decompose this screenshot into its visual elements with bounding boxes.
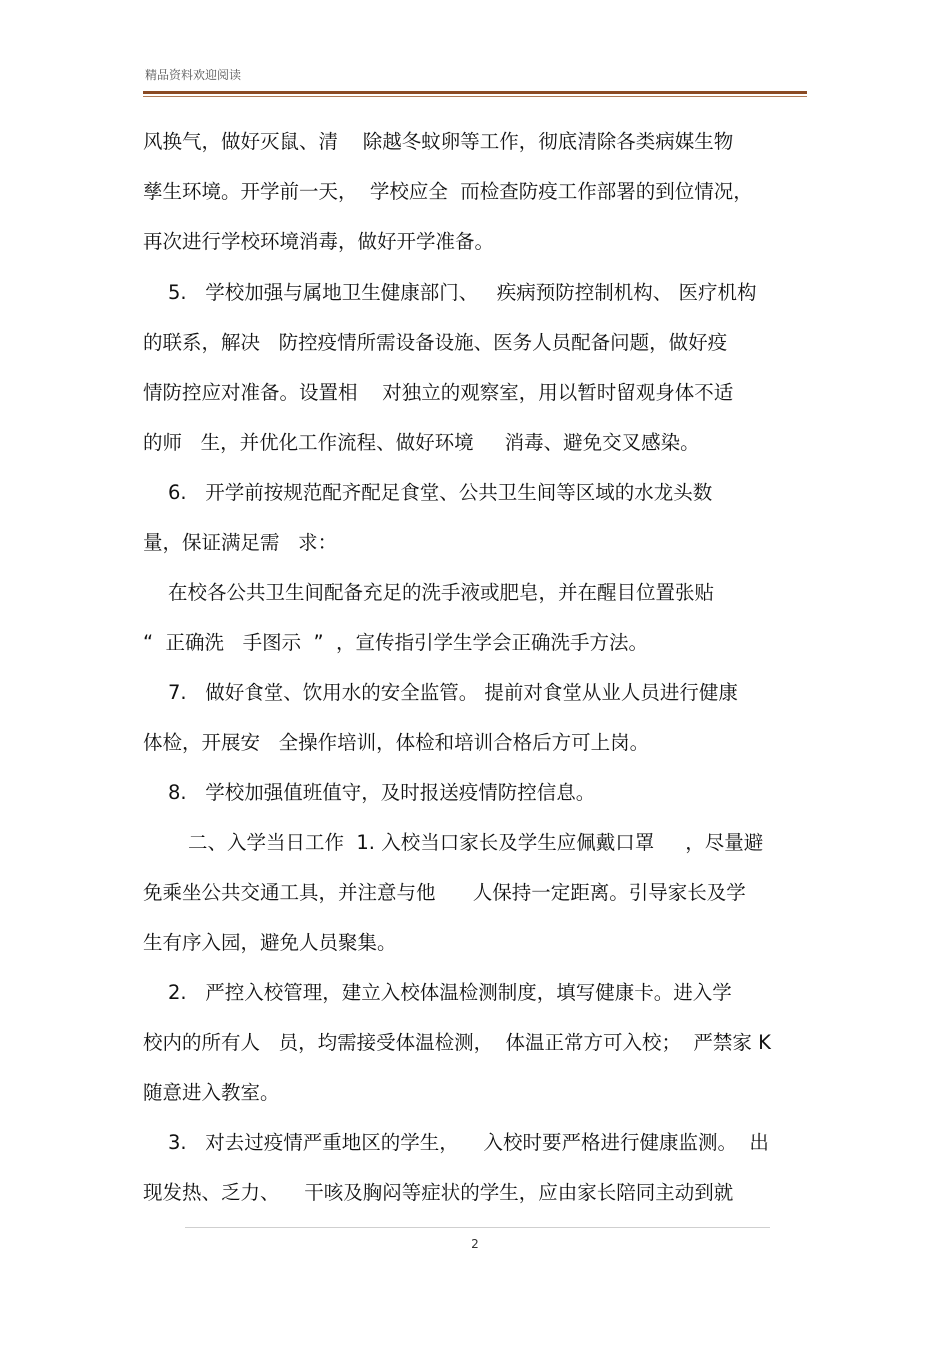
body-line: 8. 学校加强值班值守，及时报送疫情防控信息。 <box>168 781 596 804</box>
body-line: 情防控应对准备。设置相 对独立的观察室，用以暂时留观身体不适 <box>143 381 734 404</box>
body-line: 现发热、乏力、 干咳及胸闷等症状的学生，应由家长陪同主动到就 <box>143 1181 734 1204</box>
body-line: 校内的所有人 员，均需接受体温检测， 体温正常方可入校； 严禁家 K <box>143 1031 771 1054</box>
body-line: 在校各公共卫生间配备充足的洗手液或肥皂，并在醒目位置张贴 <box>168 581 715 604</box>
body-line: 免乘坐公共交通工具，并注意与他 人保持一定距离。引导家长及学 <box>143 881 746 904</box>
body-line: 的联系，解决 防控疫情所需设备设施、医务人员配备问题，做好疫 <box>143 331 728 354</box>
body-line: 风换气，做好灭鼠、清 除越冬蚊卵等工作，彻底清除各类病媒生物 <box>143 130 734 153</box>
body-line: 7. 做好食堂、饮用水的安全监管。 提前对食堂从业人员进行健康 <box>168 681 738 704</box>
body-line: 生有序入园，避免人员聚集。 <box>143 931 397 954</box>
body-line: 6. 开学前按规范配齐配足食堂、公共卫生间等区域的水龙头数 <box>168 481 713 504</box>
body-line: 随意进入教室。 <box>143 1081 280 1104</box>
header-rule <box>143 91 807 94</box>
body-line: 3. 对去过疫情严重地区的学生， 入校时要严格进行健康监测。 出 <box>168 1131 769 1154</box>
body-line: 二、入学当日工作 1. 入校当口家长及学生应佩戴口罩 ，尽量避 <box>188 831 764 854</box>
body-line: “ 正确洗 手图示 ” ，宣传指引学生学会正确洗手方法。 <box>143 631 648 654</box>
body-line: 5. 学校加强与属地卫生健康部门、 疾病预防控制机构、 医疗机构 <box>168 281 757 304</box>
page-header: 精品资料欢迎阅读 <box>145 68 242 82</box>
body-line: 2. 严控入校管理，建立入校体温检测制度，填写健康卡。进入学 <box>168 981 732 1004</box>
header-rule-thin <box>143 96 807 97</box>
body-line: 量，保证满足需 求： <box>143 531 338 554</box>
body-line: 孳生环境。开学前一天， 学校应全 而检查防疫工作部署的到位情况， <box>143 180 753 203</box>
body-line: 的师 生，并优化工作流程、做好环境 消毒、避免交叉感染。 <box>143 431 700 454</box>
footer-rule <box>185 1227 770 1228</box>
body-line: 再次进行学校环境消毒，做好开学准备。 <box>143 230 495 253</box>
body-line: 体检，开展安 全操作培训，体检和培训合格后方可上岗。 <box>143 731 650 754</box>
page-number: 2 <box>471 1237 479 1251</box>
